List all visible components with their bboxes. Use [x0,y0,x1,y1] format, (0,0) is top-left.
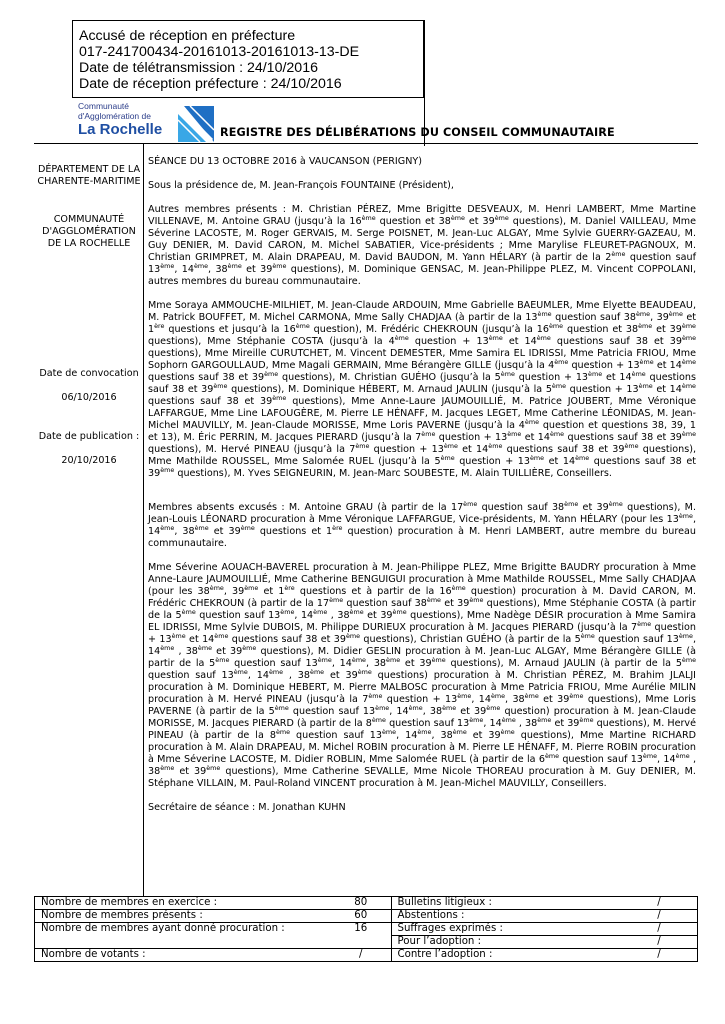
register-title: REGISTRE DES DÉLIBÉRATIONS DU CONSEIL COMMUNAUTAIRE [220,126,615,139]
logo-line-1: Communauté [78,101,130,111]
presidence-line: Sous la présidence de, M. Jean-François FOUNTAINE (Président), [148,180,454,191]
stat-pour-value: / [621,936,697,949]
logo-line-3: La Rochelle [78,121,163,138]
membres-absents-excuses: Membres absents excusés : M. Antoine GRAU (à partir de la 17ème question sauf 38ème et 39ème questions), M. Jean-Louis LÉONARD procuration à Mme Véronique LAFFARGUE, Vice-présidents, M. Yann HÉLARY (pour les 13ème, 14ème, 38ème et 39ème questions et 1ère question) procuration à M. Henri LAMBERT, autre membre du bureau communautaire. [148,499,696,549]
publication-label: Date de publication : [38,431,140,442]
deliberation-body [148,156,696,826]
stat-exprimes-value: / [621,923,697,936]
convocation-label: Date de convocation [39,368,139,379]
secretaire-de-seance: Secrétaire de séance : M. Jonathan KUHN [148,802,346,813]
department-label: DÉPARTEMENT DE LA CHARENTE-MARITIME [37,164,141,187]
stat-abstentions-value: / [621,910,697,923]
logo-line-2: d'Agglomération de [78,111,151,121]
stat-exercice-value: 80 [354,897,368,908]
agglomeration-logo [72,102,218,146]
stat-votants-label: Nombre de votants : [35,949,331,962]
stat-litigieux-value: / [657,897,661,908]
stat-pour-label: Pour l’adoption : [391,936,621,949]
stat-exercice-label: Nombre de membres en exercice : [41,897,218,908]
stat-litigieux-label: Bulletins litigieux : [391,897,621,910]
prefecture-receipt-stamp [72,20,424,98]
stat-votants-value: / [331,949,391,962]
stat-presents-value: 60 [331,910,391,923]
stat-exprimes-label: Suffrages exprimés : [391,923,621,936]
publication-date: 20/10/2016 [61,455,117,466]
header-rule [34,143,698,144]
stamp-line-1: Accusé de réception en préfecture [79,28,296,44]
stat-presents-label: Nombre de membres présents : [35,910,331,923]
column-divider [143,144,144,896]
stamp-line-3: Date de télétransmission : 24/10/2016 [79,60,318,76]
community-label: COMMUNAUTÉ D'AGGLOMÉRATION DE LA ROCHELLE [42,214,136,249]
procurations: Mme Séverine AOUACH-BAVEREL procuration à M. Jean-Philippe PLEZ, Mme Brigitte BAUDRY procuration à Mme Anne-Laure JAUMOUILLIÉ, Mme Catherine BENGUIGUI procuration à Mme Mathilde ROUSSEL, Mme Sally CHADJAA (pour les 38ème, 39ème et 1ère questions et à partir de la 16ème question) procuration à M. David CARON, M. Frédéric CHEKROUN (à partir de la 17ème question sauf 38ème et 39ème questions), Mme Stéphanie COSTA (à partir de la 5ème question sauf 13ème, 14ème , 38ème et 39ème questions), Mme Nadège DÉSIR procuration à Mme Samira EL IDRISSI, Mme Sylvie DUBOIS, M. Philippe DURIEUX procuration à M. Jacques PIERARD (jusqu’à la 7ème question + 13ème et 14ème questions sauf 38 et 39ème questions), Christian GUÉHO (à partir de la 5ème question sauf 13ème, 14ème , 38ème et 39ème questions), M. Didier GESLIN procuration à M. Jean-Luc ALGAY, Mme Bérangère GILLE (à partir de la 5ème question sauf 13ème, 14ème, 38ème et 39ème questions), M. Arnaud JAULIN (à partir de la 5ème question sauf 13ème, 14ème , 38ème et 39ème questions) procuration à M. Christian PÉREZ, M. Brahim JLALJI procuration à M. Dominique HEBERT, M. Pierre MALBOSC procuration à Mme Patricia FRIOU, Mme Aurélie MILIN procuration à M. Hervé PINEAU (jusqu’à la 7ème question + 13ème, 14ème, 38ème et 39ème questions), Mme Loris PAVERNE (à partir de la 5ème question sauf 13ème, 14ème, 38ème et 39ème question) procuration à M. Jean-Claude MORISSE, M. Jacques PIERARD (à partir de la 8ème question sauf 13ème, 14ème , 38ème et 39ème questions), M. Hervé PINEAU (à partir de la 8ème question sauf 13ème, 14ème, 38ème et 39ème questions), Mme Martine RICHARD procuration à M. Alain DRAPEAU, M. Michel ROBIN procuration à M. Pierre LE HÉNAFF, M. Pierre ROBIN procuration à Mme Séverine LACOSTE, M. Didier ROBLIN, Mme Salomée RUEL (à partir de la 6ème question sauf 13ème, 14ème , 38ème et 39ème questions), Mme Catherine SEVALLE, Mme Nicole THOREAU procuration à M. Guy DENIER, M. Stéphane VILLAIN, M. Paul-Roland VINCENT procuration à M. Jean-Michel MAUVILLY, Conseillers. [148,562,697,789]
stamp-line-4: Date de réception préfecture : 24/10/2016 [79,76,342,92]
stat-contre-value: / [621,949,697,962]
autres-membres-presents: Autres membres présents : M. Christian PÉREZ, Mme Brigitte DESVEAUX, M. Henri LAMBERT, Mme Martine VILLENAVE, M. Antoine GRAU (jusqu’à la 16ème question et 38ème et 39ème questions), M. Daniel VAILLEAU, Mme Séverine LACOSTE, M. Roger GERVAIS, M. Serge POISNET, M. Jean-Luc ALGAY, Mme Sylvie GUERRY-GAZEAU, M. Guy DENIER, M. David CARON, M. Michel SABATIER, Vice-présidents ; Mme Marylise FLEURET-PAGNOUX, M. Christian GRIMPRET, M. Alain DRAPEAU, M. David BAUDON, M. Yann HÉLARY (à partir de la 2ème question sauf 13ème, 14ème, 38ème et 39ème questions), M. Dominique GENSAC, M. Jean-Philippe PLEZ, M. Vincent COPPOLANI, autres membres du bureau communautaire. [148,204,697,287]
seance-line: SÉANCE DU 13 OCTOBRE 2016 à VAUCANSON (PERIGNY) [148,156,422,167]
stat-procuration-value: 16 [331,923,391,936]
logo-mark-icon [176,104,216,144]
vote-statistics-table [34,896,698,962]
stat-abstentions-label: Abstentions : [391,910,621,923]
convocation-date: 06/10/2016 [61,392,117,403]
stat-contre-label: Contre l’adoption : [391,949,621,962]
stamp-line-2: 017-241700434-20161013-20161013-13-DE [79,44,360,60]
conseillers-presents: Mme Soraya AMMOUCHE-MILHIET, M. Jean-Claude ARDOUIN, Mme Gabrielle BAEUMLER, Mme Elyette BEAUDEAU, M. Patrick BOUFFET, M. Michel CARMONA, Mme Sally CHADJAA (à partir de la 13ème question sauf 38ème, 39ème et 1ère questions et jusqu’à la 16ème question), M. Frédéric CHEKROUN (jusqu’à la 16ème question et 38ème et 39ème questions), Mme Stéphanie COSTA (jusqu’à la 4ème question + 13ème et 14ème questions sauf 38 et 39ème questions), Mme Mireille CURUTCHET, M. Vincent DEMESTER, Mme Samira EL IDRISSI, Mme Patricia FRIOU, Mme Sophorn GARGOULLAUD, Mme Magali GERMAIN, Mme Bérangère GILLE (jusqu’à la 4ème question + 13ème et 14ème questions sauf 38 et 39ème questions), M. Christian GUÉHO (jusqu’à la 5ème question + 13ème et 14ème questions sauf 38 et 39ème questions), M. Dominique HÉBERT, M. Arnaud JAULIN (jusqu’à la 5ème question + 13ème et 14ème questions sauf 38 et 39ème questions), Mme Anne-Laure JAUMOUILLIÉ, M. Patrice JOUBERT, Mme Véronique LAFFARGUE, Mme Line LAFOUGÈRE, M. Pierre LE HÉNAFF, M. Jacques LEGET, Mme Catherine LÉONIDAS, M. Jean-Michel MAUVILLY, M. Jean-Claude MORISSE, Mme Loris PAVERNE (jusqu’à la 4ème question et questions 38, 39, 1 et 13), M. Éric PERRIN, M. Jacques PIERARD (jusqu’à la 7ème question + 13ème et 14ème questions sauf 38 et 39ème questions), M. Hervé PINEAU (jusqu’à la 7ème question + 13ème et 14ème questions sauf 38 et 39ème questions), Mme Mathilde ROUSSEL, Mme Salomée RUEL (jusqu’à la 5ème question + 13ème et 14ème questions sauf 38 et 39ème questions), M. Yves SEIGNEURIN, M. Jean-Marc SOUBESTE, M. Alain TUILLIÈRE, Conseillers. [148,300,697,479]
stat-procuration-label: Nombre de membres ayant donné procuration : [35,923,331,936]
